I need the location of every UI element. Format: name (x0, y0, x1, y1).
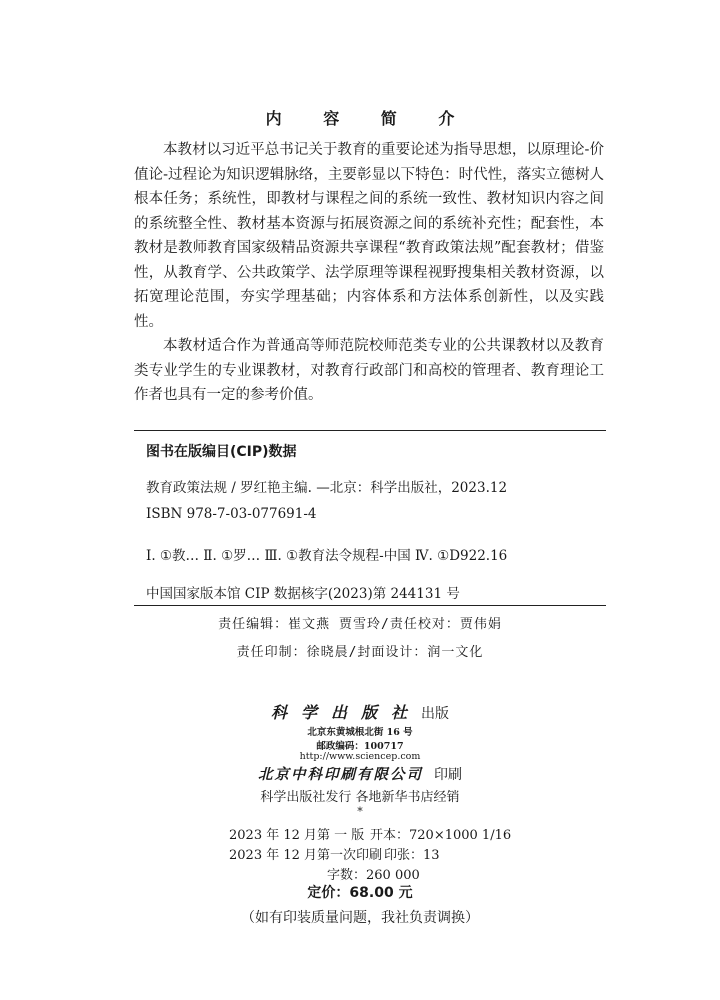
price-value: 68.00 元 (349, 885, 413, 901)
quality-notice: （如有印装质量问题，我社负责调换） (241, 910, 479, 926)
cip-number: 中国国家版本馆 CIP 数据核字(2023)第 244131 号 (146, 586, 460, 602)
credits-editors: 责任编辑：崔文燕 贾雪玲/责任校对：贾伟娟 (218, 617, 502, 632)
intro-paragraph-2: 本教材适合作为普通高等师范院校师范类专业的公共课教材以及教育类专业学生的专业课教材，对教育行政部门和高校的管理者、教育理论工作者也具有一定的参考价值。 (134, 338, 604, 403)
publisher-address: 北京东黄城根北街 16 号 (307, 727, 413, 738)
publisher-url: http://www.sciencep.com (299, 751, 421, 762)
cip-bottom-rule (134, 605, 606, 606)
price-line (0, 882, 720, 902)
credits-production: 责任印制：徐晓晨/封面设计：润一文化 (236, 645, 484, 660)
intro-paragraph-1: 本教材以习近平总书记关于教育的重要论述为指导思想，以原理论-价值论-过程论为知识逻辑脉络，主要彰显以下特色：时代性，落实立德树人根本任务；系统性，即教材与课程之间的系统一致性、教材知识内容之间的系统整全性、教材基本资源与拓展资源之间的系统补充性；配套性，本教材是教师教育国家级精品资源共享课程“教育政策法规”配套教材；借鉴性，从教育学、公共政策学、法学原理等课程视野搜集相关教材资源，以拓宽理论范围，夯实学理基础；内容体系和方法体系创新性，以及实践性。 (134, 142, 604, 330)
intro-body (134, 138, 604, 408)
publisher-name: 科学出版社 (270, 703, 421, 722)
cip-heading: 图书在版编目(CIP)数据 (146, 444, 297, 460)
intro-title: 内 容 简 介 (265, 109, 473, 128)
format-spec: 开本：720×1000 1/16 (370, 828, 512, 843)
word-count: 字数：260 000 (327, 868, 420, 883)
cip-classification: Ⅰ. ①教… Ⅱ. ①罗… Ⅲ. ①教育法令规程-中国 Ⅳ. ①D922.16 (146, 548, 508, 564)
print-sheets: 印张：13 (384, 848, 440, 863)
printer-suffix: 印刷 (434, 767, 463, 783)
publisher-suffix: 出版 (421, 706, 449, 722)
distribution-line: 科学出版社发行 各地新华书店经销 (260, 790, 460, 805)
price-label: 定价： (307, 885, 350, 901)
printer-name: 北京中科印刷有限公司 (257, 766, 423, 783)
publisher-postcode: 邮政编码：100717 (316, 741, 404, 752)
edition-date: 2023 年 12 月第 一 版 (229, 828, 365, 843)
cip-book-line: 教育政策法规 / 罗红艳主编. —北京：科学出版社，2023.12 (146, 480, 508, 496)
publisher-line (0, 700, 720, 723)
cip-isbn: ISBN 978-7-03-077691-4 (146, 506, 317, 522)
printer-line (0, 763, 720, 784)
cip-top-rule (134, 430, 606, 431)
separator-star: * (357, 805, 363, 818)
print-date: 2023 年 12 月第一次印刷 (229, 848, 383, 863)
